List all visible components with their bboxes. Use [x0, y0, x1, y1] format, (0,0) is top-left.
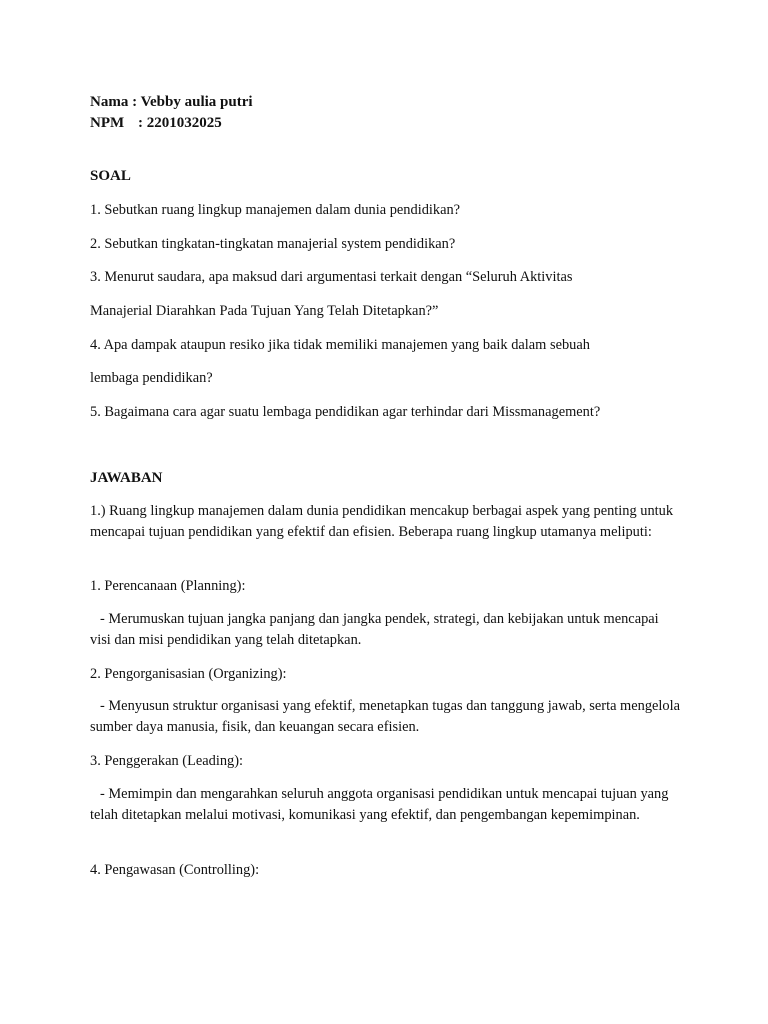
- name-value: Vebby aulia putri: [140, 94, 253, 110]
- question-5: 5. Bagaimana cara agar suatu lembaga pendidikan agar terhindar dari Missmanagement?: [90, 404, 601, 420]
- jawaban-heading: JAWABAN: [90, 470, 163, 486]
- point-4-title: 4. Pengawasan (Controlling):: [90, 862, 260, 878]
- question-1: 1. Sebutkan ruang lingkup manajemen dalam dunia pendidikan?: [90, 202, 461, 218]
- point-3-title: 3. Penggerakan (Leading):: [90, 753, 244, 769]
- question-4-line-1: 4. Apa dampak ataupun resiko jika tidak memiliki manajemen yang baik dalam sebuah: [90, 337, 590, 353]
- soal-heading: SOAL: [90, 168, 131, 184]
- point-1-description: - Merumuskan tujuan jangka panjang dan jangka pendek, strategi, dan kebijakan untuk mencapai visi dan misi pendidikan yang telah ditetapkan.: [90, 611, 659, 648]
- npm-line: NPM : 2201032025: [90, 115, 222, 131]
- question-3-line-2: Manajerial Diarahkan Pada Tujuan Yang Telah Ditetapkan?”: [90, 303, 439, 319]
- point-2-title: 2. Pengorganisasian (Organizing):: [90, 666, 287, 682]
- point-3-description: - Memimpin dan mengarahkan seluruh anggota organisasi pendidikan untuk mencapai tujuan yang telah ditetapkan melalui motivasi, komunikasi yang efektif, dan pengembangan kepemimpinan.: [90, 786, 669, 823]
- point-1-title: 1. Perencanaan (Planning):: [90, 578, 246, 594]
- name-label: Nama: [90, 94, 129, 110]
- question-4-line-2: lembaga pendidikan?: [90, 370, 213, 386]
- question-2: 2. Sebutkan tingkatan-tingkatan manajerial system pendidikan?: [90, 236, 456, 252]
- question-3-line-1: 3. Menurut saudara, apa maksud dari argumentasi terkait dengan “Seluruh Aktivitas: [90, 269, 573, 285]
- npm-value: 2201032025: [146, 115, 222, 131]
- point-2-description: - Menyusun struktur organisasi yang efektif, menetapkan tugas dan tanggung jawab, serta mengelola sumber daya manusia, fisik, dan keuangan secara efisien.: [90, 698, 680, 735]
- answer-intro: 1.) Ruang lingkup manajemen dalam dunia pendidikan mencakup berbagai aspek yang penting untuk mencapai tujuan pendidikan yang efektif dan efisien. Beberapa ruang lingkup utamanya meliputi:: [90, 503, 674, 540]
- npm-label: NPM: [90, 115, 125, 131]
- name-line: Nama : Vebby aulia putri: [90, 94, 253, 110]
